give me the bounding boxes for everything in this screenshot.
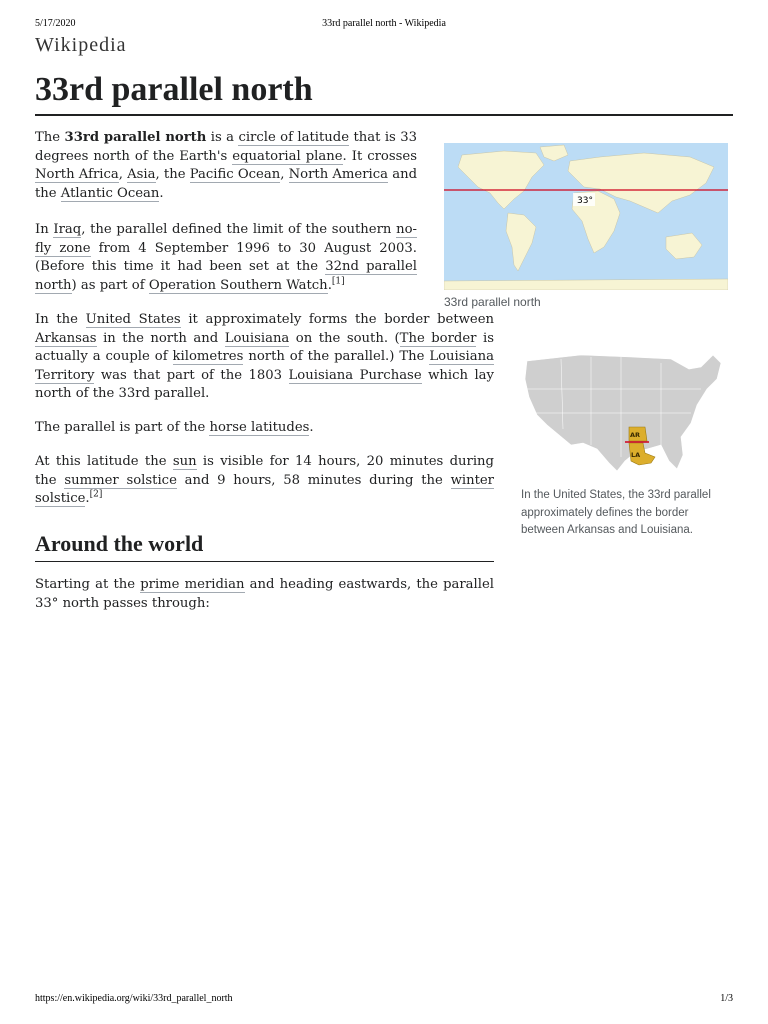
text: , the [155,167,190,183]
link-north-africa[interactable]: North Africa [35,167,119,183]
page-title: 33rd parallel north [35,70,733,116]
text: The parallel is part of the [35,420,210,435]
text: The [35,130,65,145]
link-summer-solstice[interactable]: summer solstice [64,472,177,488]
text: and the [35,167,418,201]
link-united-states[interactable]: United States [85,312,181,327]
wikipedia-wordmark-text: Wikipedia [35,34,127,56]
text: that is 33 degrees north of the Earth's [35,130,417,164]
link-pacific-ocean[interactable]: Pacific Ocean [189,167,281,183]
text: was that part of the 1803 [94,367,289,383]
wikipedia-wordmark [35,32,145,56]
text: In the [35,312,86,327]
link-horse-latitudes[interactable]: horse latitudes [209,420,310,435]
link-atlantic-ocean[interactable]: Atlantic Ocean [60,185,160,201]
louisiana-label: LA [631,451,641,459]
bold-term: 33rd parallel north [64,130,207,145]
link-32nd-parallel-north[interactable]: 32nd parallel north [35,259,417,293]
world-map-caption: 33rd parallel north [444,295,541,309]
print-date: 5/17/2020 [35,18,76,29]
us-paragraph [35,311,494,404]
link-iraq[interactable]: Iraq [53,222,82,237]
text: and heading eastwards, the parallel 33° north passes through: [35,577,495,611]
intro-paragraph [35,129,417,203]
link-north-america[interactable]: North America [288,167,389,183]
link-operation-southern-watch[interactable]: Operation Southern Watch [148,277,328,293]
arkansas-label: AR [630,431,641,439]
text: , [280,167,289,183]
text: is visible for 14 hours, 20 minutes during the [35,454,494,488]
text: and 9 hours, 58 minutes during the [176,472,451,488]
us-map-caption: In the United States, the 33rd parallel approximately defines the border between Arkansas and Louisiana. [521,489,711,536]
world-map-image[interactable] [444,143,728,290]
page-number: 1/3 [720,993,733,1004]
reference-1[interactable]: [1] [331,276,345,287]
text: . [159,185,164,201]
link-prime-meridian[interactable]: prime meridian [140,577,245,592]
section-heading-around-the-world: Around the world [35,530,494,562]
print-doc-title: 33rd parallel north - Wikipedia [322,18,446,29]
antarctica-shape [444,279,728,290]
link-arkansas[interactable]: Arkansas [35,330,97,346]
text: is a [206,130,239,145]
text: is actually a couple of [35,330,494,365]
link-louisiana-purchase[interactable]: Louisiana Purchase [288,367,422,383]
reference-2[interactable]: [2] [89,489,103,500]
text: ) as part of [71,277,149,293]
text: on the south. ( [289,330,400,346]
link-louisiana-territory[interactable]: Louisiana Territory [35,349,494,383]
text: In [35,222,54,237]
text: . [327,277,332,293]
us-map-image[interactable] [521,349,728,483]
daylight-paragraph [35,453,494,509]
text: Starting at the [35,577,141,592]
text: . It crosses [342,148,417,164]
text: , [118,167,128,183]
text: from 4 September 1996 to 30 August 2003. (Before this time it had been set at the [35,240,417,275]
link-the-border[interactable]: The border [399,330,477,346]
print-url: https://en.wikipedia.org/wiki/33rd_parallel_north [35,993,233,1004]
text: . [309,420,314,435]
link-kilometres[interactable]: kilometres [172,349,244,365]
link-winter-solstice[interactable]: winter solstice [35,472,494,507]
text: it approximately forms the border between [180,312,495,327]
text: At this latitude the [35,454,173,469]
link-louisiana[interactable]: Louisiana [224,330,290,346]
text: in the north and [96,330,225,346]
link-asia[interactable]: Asia [127,167,156,183]
text: which lay north of the 33rd parallel. [35,367,494,402]
iraq-paragraph [35,221,417,295]
text: . [85,491,90,507]
link-no-fly-zone[interactable]: no-fly zone [35,222,417,256]
link-equatorial-plane[interactable]: equatorial plane [232,148,343,164]
text: north of the parallel.) The [243,349,430,365]
text: , the parallel defined the limit of the southern [81,222,397,237]
wikipedia-logo[interactable] [35,32,145,62]
horse-latitudes-paragraph [35,419,494,438]
around-the-world-paragraph [35,576,494,613]
link-circle-of-latitude[interactable]: circle of latitude [238,130,350,145]
latitude-marker-label: 33° [577,196,593,206]
link-sun[interactable]: sun [172,454,197,469]
